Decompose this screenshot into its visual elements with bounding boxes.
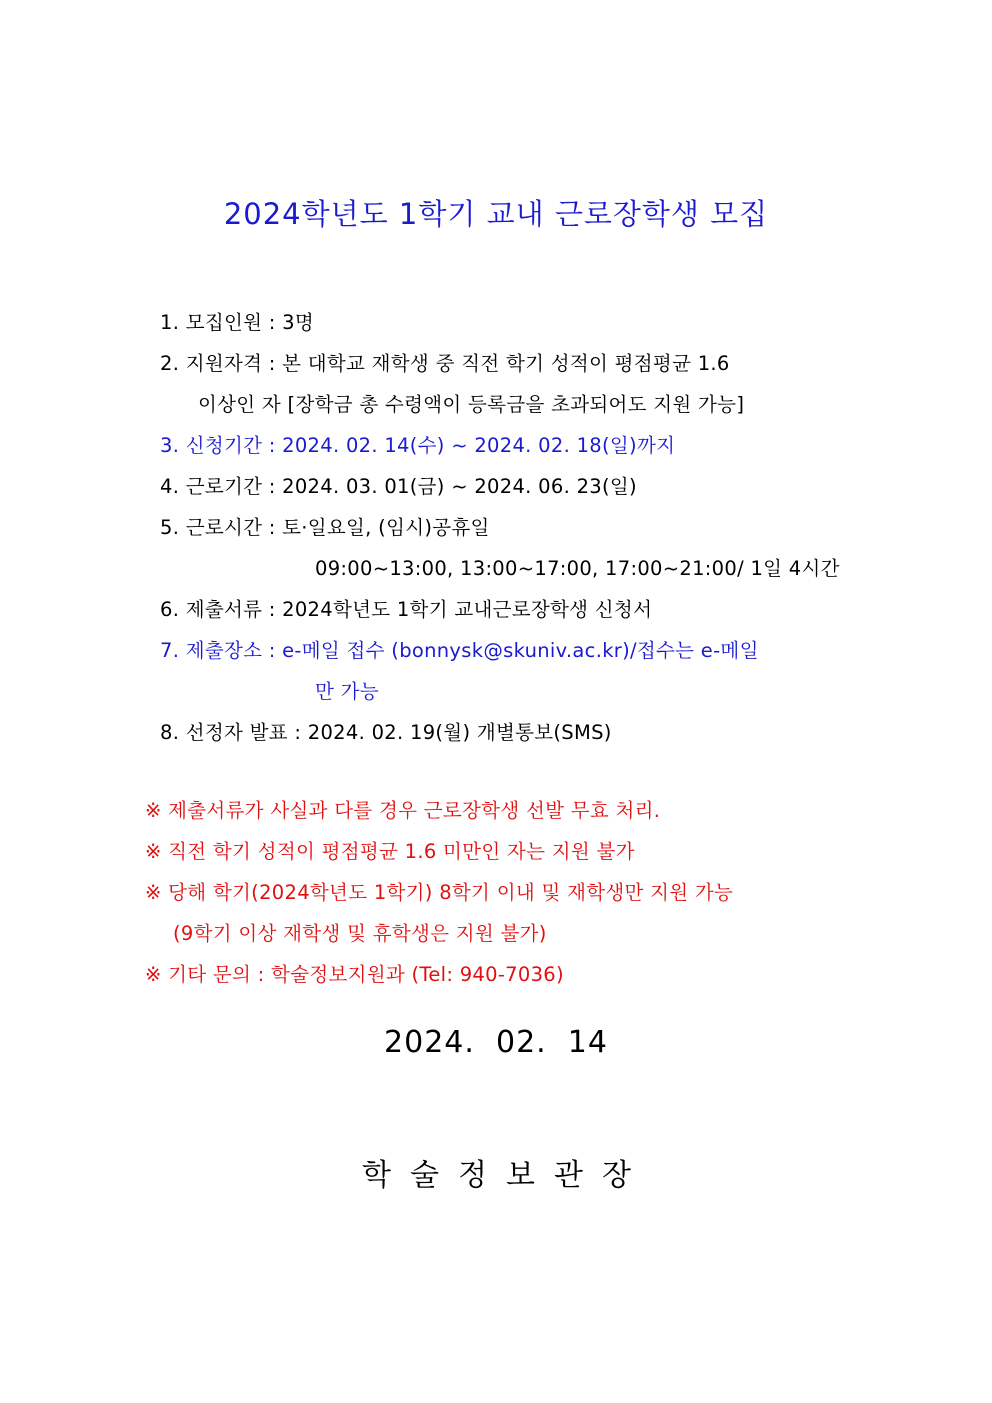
item-eligibility-cont: 이상인 자 [장학금 총 수령액이 등록금을 초과되어도 지원 가능] (198, 393, 745, 416)
item-documents: 6. 제출서류 : 2024학년도 1학기 교내근로장학생 신청서 (160, 598, 653, 621)
item-submission-place: 7. 제출장소 : e-메일 접수 (bonnysk@skuniv.ac.kr)/접수는 e-메일 (160, 639, 759, 662)
item-announcement: 8. 선정자 발표 : 2024. 02. 19(월) 개별통보(SMS) (160, 721, 612, 744)
item-work-period: 4. 근로기간 : 2024. 03. 01(금) ~ 2024. 06. 23(일) (160, 475, 637, 498)
note-gpa-requirement: ※ 직전 학기 성적이 평점평균 1.6 미만인 자는 지원 불가 (145, 840, 635, 863)
issuing-organization: 학술정보관장 (362, 1158, 650, 1193)
item-work-hours: 5. 근로시간 : 토·일요일, (임시)공휴일 (160, 516, 490, 539)
item-application-period: 3. 신청기간 : 2024. 02. 14(수) ~ 2024. 02. 18(일)까지 (160, 434, 676, 457)
item-eligibility: 2. 지원자격 : 본 대학교 재학생 중 직전 학기 성적이 평점평균 1.6 (160, 352, 730, 375)
note-invalid-docs: ※ 제출서류가 사실과 다를 경우 근로장학생 선발 무효 처리. (145, 799, 661, 822)
notes-section (145, 790, 885, 995)
note-semester-limit: ※ 당해 학기(2024학년도 1학기) 8학기 이내 및 재학생만 지원 가능 (145, 881, 734, 904)
document-title: 2024학년도 1학기 교내 근로장학생 모집 (223, 197, 769, 231)
note-contact: ※ 기타 문의 : 학술정보지원과 (Tel: 940-7036) (145, 963, 564, 986)
document-date: 2024. 02. 14 (384, 1025, 608, 1060)
item-work-hours-cont: 09:00~13:00, 13:00~17:00, 17:00~21:00/ 1일 4시간 (315, 557, 840, 580)
item-submission-place-cont: 만 가능 (315, 680, 379, 703)
recruitment-details (160, 302, 880, 753)
item-recruit-count: 1. 모집인원 : 3명 (160, 311, 314, 334)
note-semester-limit-cont: (9학기 이상 재학생 및 휴학생은 지원 불가) (173, 922, 547, 945)
